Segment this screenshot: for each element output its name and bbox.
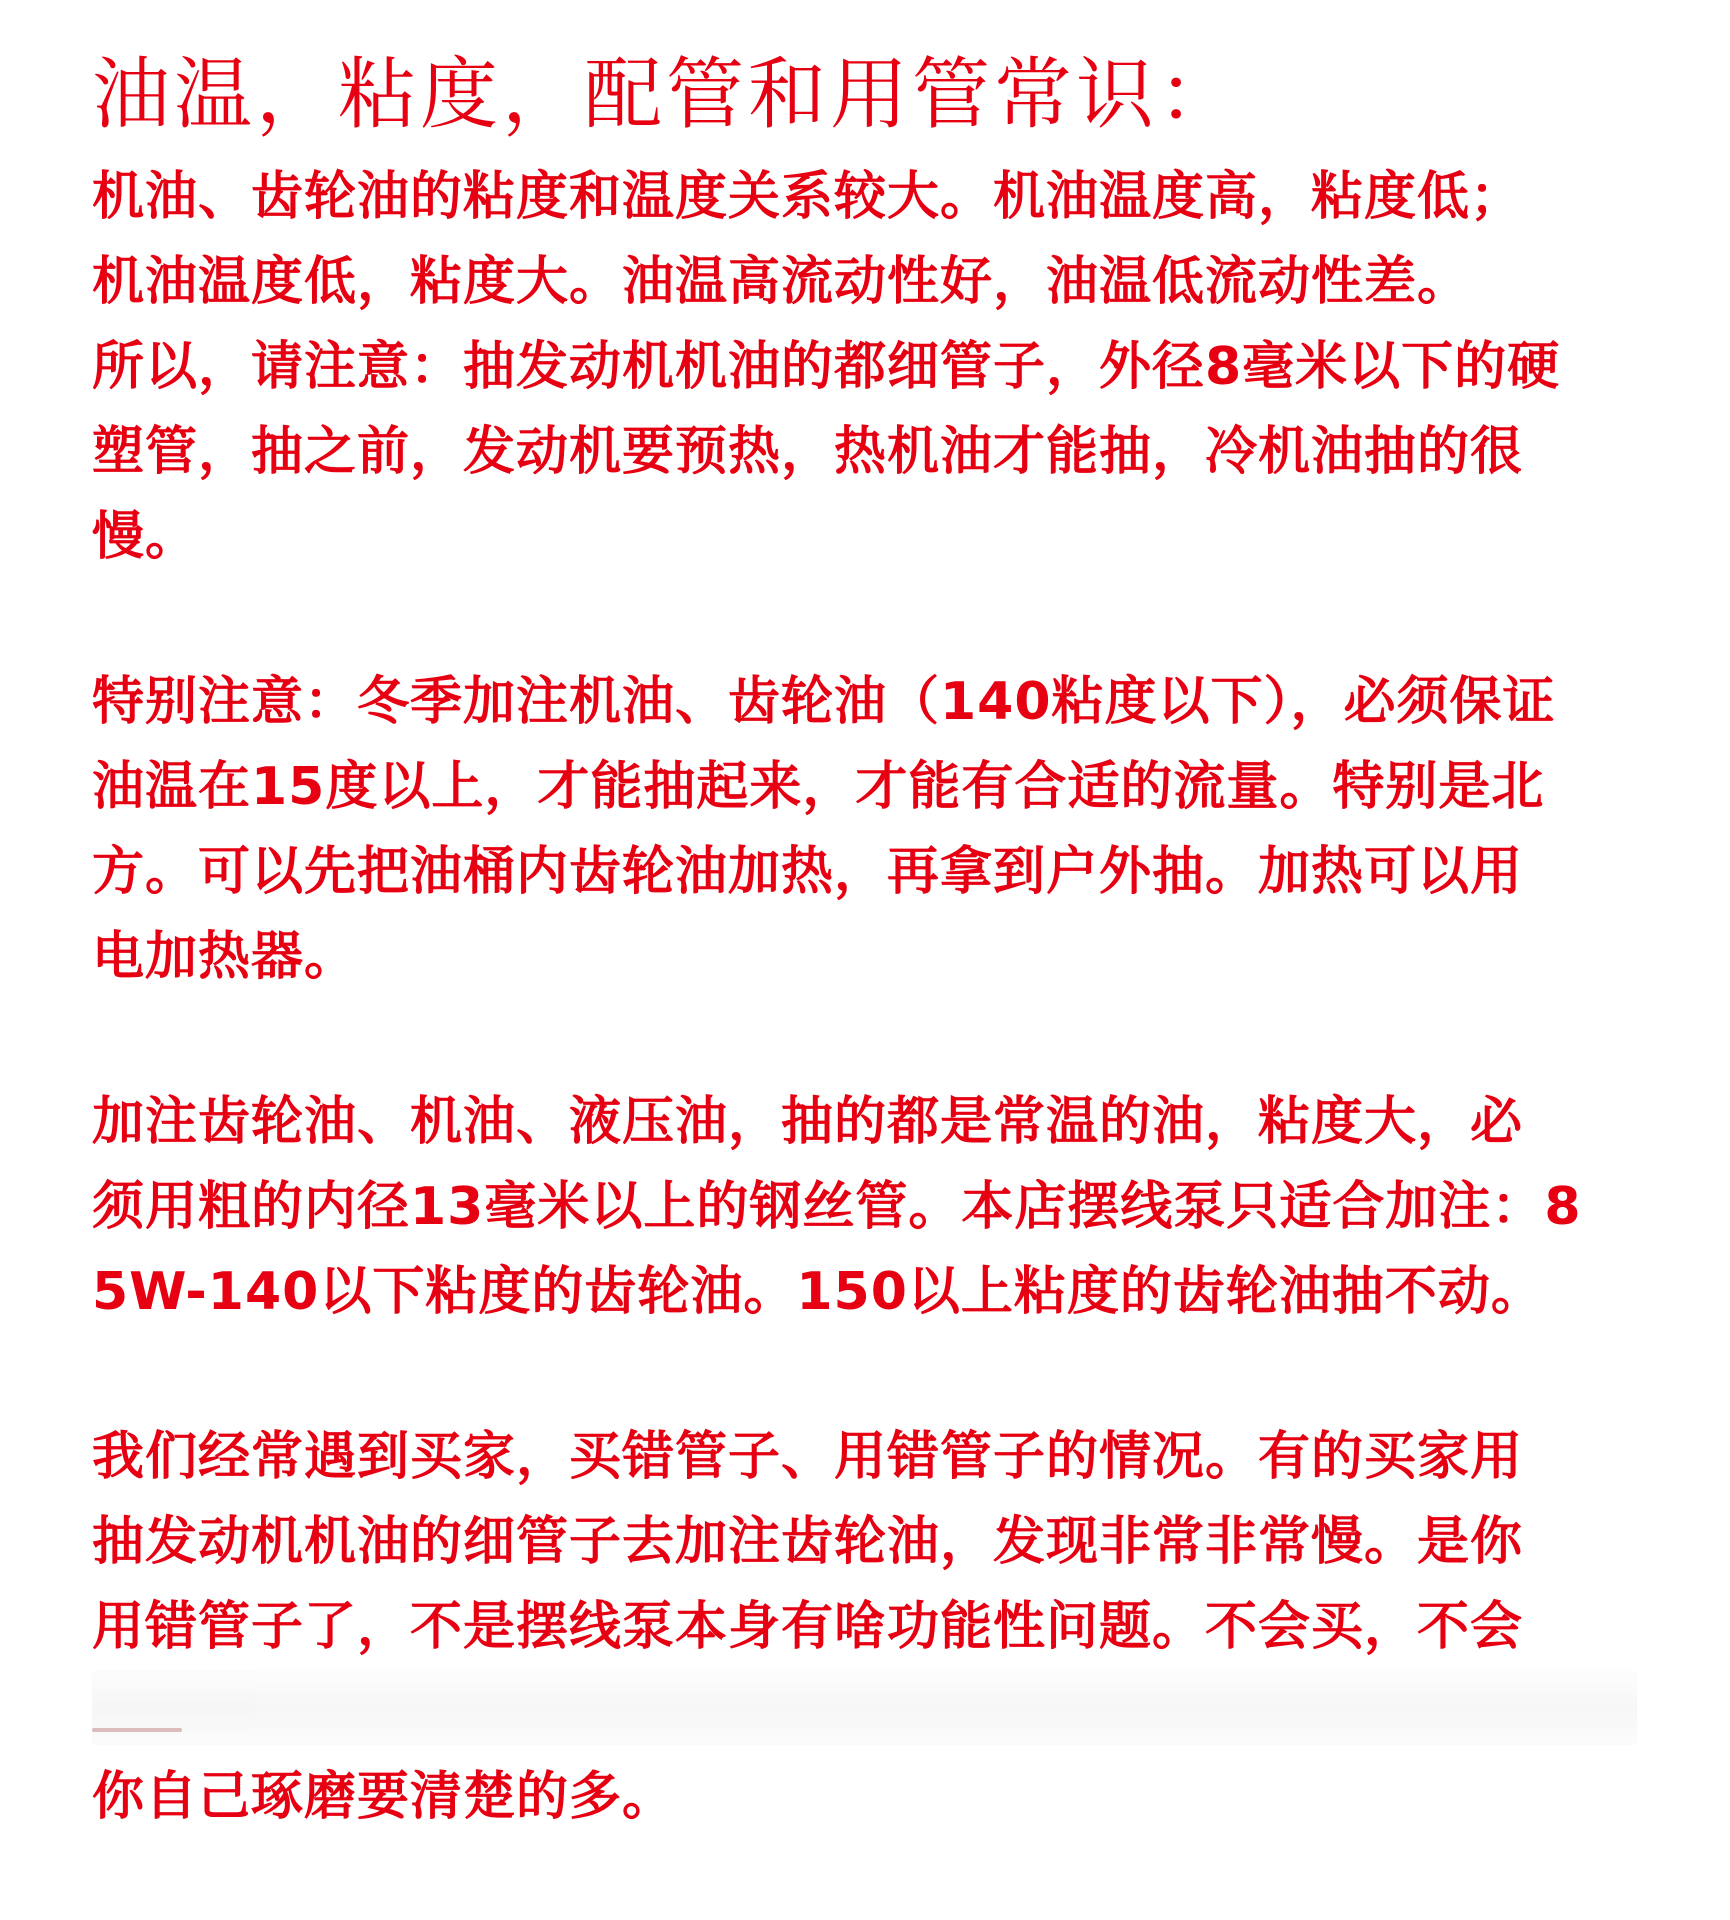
paragraph-line: 机油温度低，粘度大。油温高流动性好，油温低流动性差。 — [92, 252, 1471, 312]
paragraph-closing — [92, 1755, 1652, 1840]
paragraph-line: 塑管，抽之前，发动机要预热，热机油才能抽，冷机油抽的很 — [92, 422, 1524, 482]
paragraph-line: 电加热器。 — [92, 927, 358, 987]
paragraph-line: 须用粗的内径13毫米以上的钢丝管。本店摆线泵只适合加注：8 — [92, 1177, 1582, 1237]
paragraph-winter-notice — [92, 660, 1652, 1000]
faded-overlay — [92, 1670, 1637, 1745]
paragraph-line: 抽发动机机油的细管子去加注齿轮油，发现非常非常慢。是你 — [92, 1512, 1524, 1572]
page-title: 油温，粘度，配管和用管常识： — [92, 50, 1241, 140]
paragraph-line: 用错管子了，不是摆线泵本身有啥功能性问题。不会买，不会 — [92, 1597, 1524, 1657]
paragraph-line: 你自己琢磨要清楚的多。 — [92, 1767, 676, 1827]
paragraph-line: 特别注意：冬季加注机油、齿轮油（140粘度以下），必须保证 — [92, 672, 1556, 732]
paragraph-line: 方。可以先把油桶内齿轮油加热，再拿到户外抽。加热可以用 — [92, 842, 1524, 902]
paragraph-line: 所以，请注意：抽发动机机油的都细管子，外径8毫米以下的硬 — [92, 337, 1561, 397]
smudge-mark — [92, 1728, 182, 1732]
paragraph-line: 加注齿轮油、机油、液压油，抽的都是常温的油，粘度大，必 — [92, 1092, 1524, 1152]
paragraph-wrong-hose — [92, 1415, 1652, 1670]
paragraph-line: 我们经常遇到买家，买错管子、用错管子的情况。有的买家用 — [92, 1427, 1524, 1487]
paragraph-line: 油温在15度以上，才能抽起来，才能有合适的流量。特别是北 — [92, 757, 1545, 817]
paragraph-line: 慢。 — [92, 507, 199, 567]
paragraph-line: 5W-140以下粘度的齿轮油。150以上粘度的齿轮油抽不动。 — [92, 1262, 1544, 1322]
paragraph-oil-viscosity-temperature — [92, 155, 1652, 580]
paragraph-hose-requirement — [92, 1080, 1652, 1335]
paragraph-line: 机油、齿轮油的粘度和温度关系较大。机油温度高，粘度低； — [92, 167, 1524, 227]
